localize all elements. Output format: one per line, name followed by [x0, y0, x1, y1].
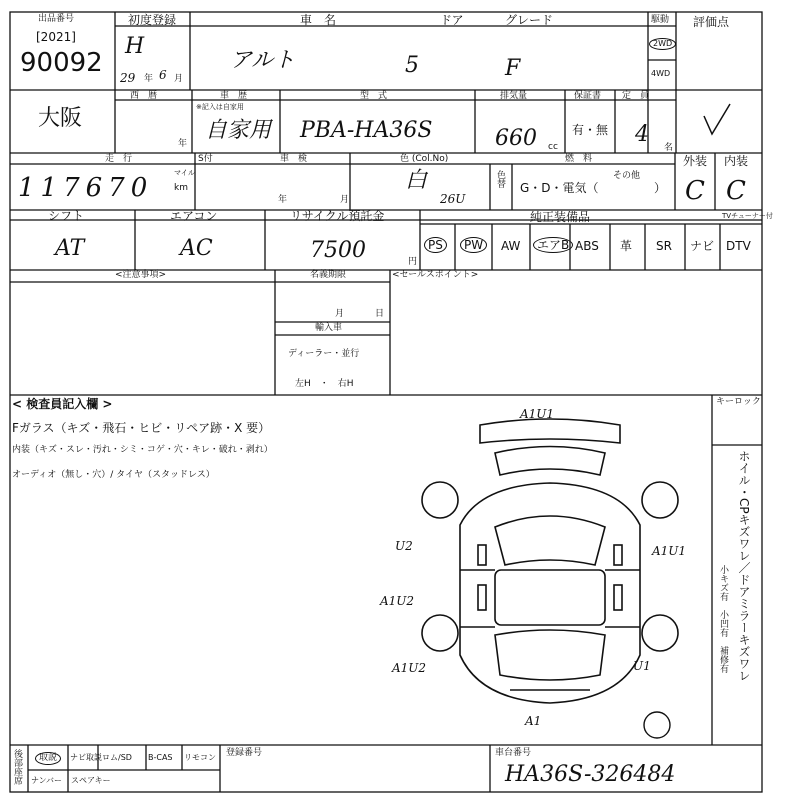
exterior-label: 外装	[683, 154, 708, 168]
mark-bottom: A1	[525, 714, 542, 728]
color-change-label: 色替	[495, 170, 505, 188]
footer-number-plate: ナンバー	[31, 776, 63, 785]
score-check-icon	[700, 100, 740, 140]
car-name: アルト	[230, 48, 296, 73]
lot-number: 90092	[20, 48, 103, 78]
first-reg-label: 初度登録	[128, 13, 177, 27]
grade-label: グレード	[505, 13, 554, 27]
chassis-number: HA36S-326484	[505, 762, 676, 787]
equip-pw: PW	[460, 237, 487, 253]
drive-4wd: 4WD	[651, 69, 671, 78]
rear-seat-label: 後部座席	[12, 749, 22, 785]
cc-unit: cc	[548, 142, 558, 152]
drive-label: 駆動	[651, 15, 670, 25]
glass-note: Fガラス（キズ・飛石・ヒビ・リペア跡・X 要）	[12, 421, 271, 435]
mark-right-lower: U1	[633, 659, 651, 673]
km-unit: km	[174, 183, 188, 193]
reg-year-suffix: 年	[144, 74, 154, 84]
door-label: ドア	[440, 13, 464, 27]
side-small-note: 小キズ有 小凹有 補修有	[718, 565, 728, 673]
reg-month-suffix: 月	[174, 74, 184, 84]
mark-top: A1U1	[520, 407, 555, 421]
equip-dtv: DTV	[726, 239, 751, 253]
drive-2wd: 2WD	[649, 38, 676, 50]
name-expiry-label: 名義期限	[310, 270, 347, 280]
disp-value: 660	[495, 126, 537, 151]
shift-value: AT	[55, 236, 85, 261]
ac-value: AC	[180, 236, 213, 261]
fuel-close: ）	[654, 181, 667, 195]
warranty-value: 有・無	[572, 123, 609, 137]
mileage-value: 117670	[18, 173, 154, 203]
equip-aw: AW	[501, 239, 521, 253]
capacity-label: 定 員	[622, 91, 650, 101]
era-value: H	[125, 34, 145, 59]
interior-grade: C	[726, 176, 746, 206]
mark-left-upper: U2	[395, 539, 413, 553]
model-value: PBA-HA36S	[300, 118, 433, 143]
color-number: 26U	[440, 192, 466, 206]
equip-navi: ナビ	[690, 239, 715, 253]
color-value: 白	[405, 168, 428, 193]
interior-note: 内装（キズ・スレ・汚れ・シミ・コゲ・穴・キレ・破れ・剥れ）	[12, 445, 273, 455]
mileage-label: 走 行	[105, 154, 133, 164]
location: 大阪	[38, 106, 83, 131]
chassis-label: 車台番号	[495, 748, 532, 758]
side-note: ホイル・CPキズワレ／ドアミラーキズワレ	[737, 450, 751, 682]
expiry-day: 日	[375, 309, 385, 319]
owner-label: 車 歴	[220, 91, 248, 101]
origin-year-suffix: 年	[178, 139, 188, 149]
expiry-month: 月	[335, 309, 345, 319]
reg-year: 29	[120, 71, 136, 85]
yen-unit: 円	[408, 257, 418, 267]
mark-right-upper: A1U1	[652, 544, 687, 558]
lot-label: 出品番号	[38, 14, 75, 24]
equip-sr: SR	[656, 239, 672, 253]
dealer-value: ディーラー・並行	[288, 349, 360, 359]
footer-rom-sd: ロム/SD	[102, 753, 132, 762]
footer-bcas: B-CAS	[148, 753, 173, 762]
reg-month: 6	[159, 68, 167, 82]
keylock-label: キーロック	[716, 397, 761, 407]
footer-remote: リモコン	[184, 753, 216, 762]
equip-abs: ABS	[575, 239, 599, 253]
grade-value: F	[505, 56, 521, 81]
tuner-label: TVチューナー付	[722, 212, 773, 220]
car-diagram-icon	[400, 415, 700, 715]
capacity-unit: 名	[664, 143, 674, 153]
footer-spare-key: スペアキー	[71, 776, 111, 785]
footer-navi-manual: ナビ取説	[70, 753, 102, 762]
inspection-month-suffix: 月	[340, 195, 350, 205]
recycle-value: 7500	[310, 238, 366, 263]
model-label: 型 式	[360, 91, 388, 101]
handle-value: 左H ・ 右H	[295, 379, 354, 389]
import-label: 輸入車	[315, 323, 343, 333]
shift-label: シフト	[48, 209, 85, 223]
owner-value: 自家用	[205, 118, 272, 143]
recycle-label: リサイクル預託金	[290, 209, 385, 223]
ac-label: エアコン	[170, 209, 218, 223]
origin-label: 西 暦	[130, 91, 158, 101]
inspection-label: 車 検	[280, 154, 308, 164]
inspector-title: < 検査員記入欄 >	[12, 397, 113, 411]
fuel-other: その他	[613, 171, 641, 181]
sales-point-label: <セールスポイント>	[392, 270, 479, 280]
mark-left-lower: A1U2	[392, 661, 427, 675]
door-count: 5	[405, 53, 419, 78]
equip-airbag: エアB	[533, 237, 573, 253]
fuel-value: G・D・電気（	[520, 181, 599, 195]
fuel-label: 燃 料	[565, 154, 593, 164]
exterior-grade: C	[685, 176, 705, 206]
equip-ps: PS	[424, 237, 447, 253]
mark-left-mid: A1U2	[380, 594, 415, 608]
s-check-label: S付	[198, 154, 213, 164]
inspection-year-suffix: 年	[278, 195, 288, 205]
wheel-circle-icon	[642, 710, 672, 740]
score-label: 評価点	[693, 15, 730, 29]
audio-note: オーディオ（無し・穴）/ タイヤ（スタッドレス）	[12, 470, 215, 480]
caution-label: <注意事項>	[115, 270, 167, 280]
car-name-label: 車 名	[300, 13, 337, 27]
reg-number-label: 登録番号	[226, 748, 263, 758]
equip-label: 純正装備品	[530, 210, 591, 224]
color-label: 色 (Col.No)	[400, 154, 449, 164]
equip-leather: 革	[620, 239, 633, 253]
owner-sub: ※記入は自家用	[196, 103, 244, 111]
disp-label: 排気量	[500, 91, 528, 101]
year-value: [2021]	[36, 30, 76, 44]
interior-label: 内装	[724, 154, 749, 168]
warranty-label: 保証書	[574, 91, 602, 101]
footer-manual: 取説	[35, 752, 61, 765]
mile-unit: マイル	[174, 169, 195, 177]
capacity-value: 4	[635, 122, 649, 147]
